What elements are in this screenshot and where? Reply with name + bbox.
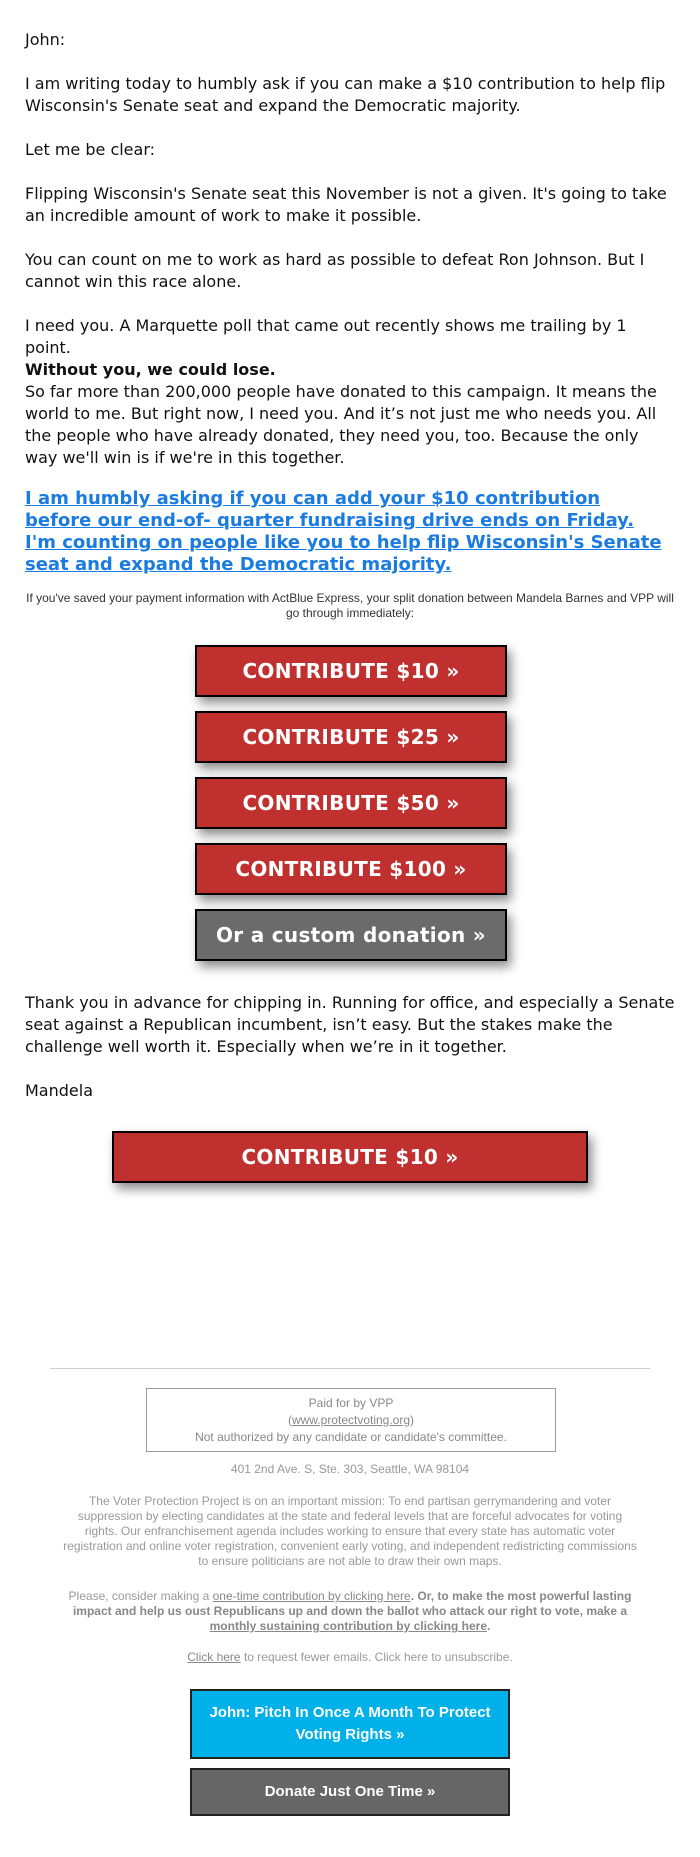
email-prefs <box>60 1650 640 1665</box>
greeting: John: <box>25 30 66 49</box>
consider-prefix: Please, consider making a <box>68 1589 213 1603</box>
paragraph-6: So far more than 200,000 people have donated to this campaign. It means the world to me. But right now, I need you. And it’s not just me who needs you. All the people who have already donated, they need you, too. Because the only way we'll win is if we're in this together. <box>25 382 657 467</box>
contribute-25-button[interactable]: CONTRIBUTE $25 » <box>195 711 507 763</box>
consider-bold: . Or, to make the most powerful lasting impact and help us oust Republicans up and down the ballot who attack our right to vote, make a <box>72 1589 632 1618</box>
paragraph-5 <box>25 315 675 381</box>
website-link[interactable]: www.protectvoting.org <box>291 1413 411 1427</box>
custom-donation-button[interactable]: Or a custom donation » <box>195 909 507 961</box>
paragraph-5-bold: Without you, we could lose. <box>25 360 276 379</box>
paragraph-5-text: I need you. A Marquette poll that came out recently shows me trailing by 1 point. <box>25 316 627 357</box>
express-note: If you've saved your payment information with ActBlue Express, your split donation between Mandela Barnes and VPP will go through immediately: <box>26 591 674 620</box>
paragraph-2: Let me be clear: <box>25 140 156 159</box>
one-time-donation-button[interactable]: Donate Just One Time » <box>190 1768 510 1816</box>
footer-divider <box>50 1368 650 1369</box>
paragraph-3: Flipping Wisconsin's Senate seat this November is not a given. It's going to take an incredible amount of work to make it possible. <box>25 184 667 225</box>
ask-link[interactable]: I am humbly asking if you can add your $10 contribution before our end-of- quarter fundraising drive ends on Friday. I'm counting on people like you to help flip Wisconsin's Senate seat and expand the Democratic majority. <box>25 488 662 575</box>
paren-close: ) <box>410 1413 415 1427</box>
monthly-link[interactable]: monthly sustaining contribution by clicking here <box>209 1619 487 1633</box>
website-line <box>147 1412 555 1429</box>
contribute-50-button[interactable]: CONTRIBUTE $50 » <box>195 777 507 829</box>
paid-by: Paid for by VPP <box>308 1396 394 1410</box>
paragraph-1: I am writing today to humbly ask if you can make a $10 contribution to help flip Wisconsin's Senate seat and expand the Democratic majority. <box>25 74 666 115</box>
paragraph-7: Thank you in advance for chipping in. Running for office, and especially a Senate seat against a Republican incumbent, isn’t easy. But the stakes make the challenge well worth it. Especially when we’re in it together. <box>25 993 675 1056</box>
monthly-donation-button[interactable]: John: Pitch In Once A Month To Protect Voting Rights » <box>190 1689 510 1759</box>
paren-open: ( <box>287 1413 292 1427</box>
click-here-link[interactable]: Click here <box>187 1650 241 1664</box>
not-authorized: Not authorized by any candidate or candidate's committee. <box>195 1430 507 1444</box>
period: . <box>487 1619 491 1633</box>
paragraph-4: You can count on me to work as hard as possible to defeat Ron Johnson. But I cannot win this race alone. <box>25 250 645 291</box>
signature: Mandela <box>25 1081 93 1100</box>
contribution-prompt <box>60 1589 640 1634</box>
paid-for-box <box>146 1388 556 1452</box>
contribute-10-button[interactable]: CONTRIBUTE $10 » <box>195 645 507 697</box>
address: 401 2nd Ave. S, Ste. 303, Seattle, WA 98104 <box>230 1462 470 1476</box>
fewer-emails-text: to request fewer emails. Click here to unsubscribe. <box>240 1650 513 1664</box>
one-time-link[interactable]: one-time contribution by clicking here <box>212 1589 411 1603</box>
bottom-contribute-10-button[interactable]: CONTRIBUTE $10 » <box>112 1131 588 1183</box>
mission-text: The Voter Protection Project is on an important mission: To end partisan gerrymandering and voter suppression by electing candidates at the state and federal levels that are forceful advocates for voting rights. Our enfranchisement agenda includes working to ensure that every state has automatic voter registration and online voter registration, convenient early voting, and independent redistricting commissions to ensure politicians are not able to draw their own maps. <box>63 1494 637 1568</box>
contribute-100-button[interactable]: CONTRIBUTE $100 » <box>195 843 507 895</box>
